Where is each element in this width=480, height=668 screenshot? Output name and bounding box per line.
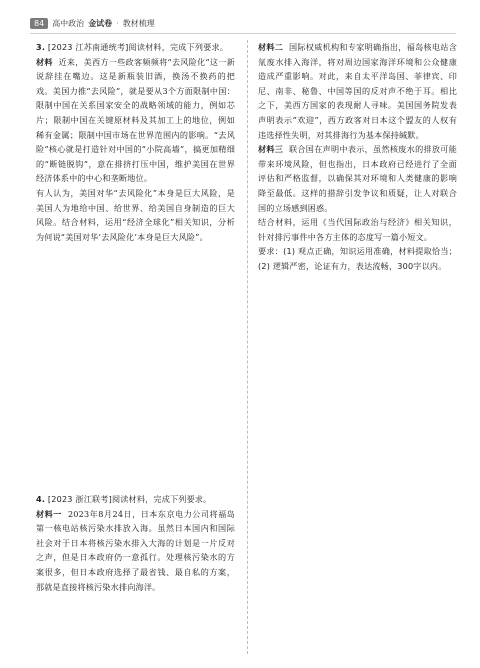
- q3-heading: [36, 40, 235, 55]
- q3-material: [36, 55, 235, 186]
- q4-m3-label: 材料三: [258, 144, 284, 155]
- q4-m2-text: 国际权威机构和专家明确指出，福岛核电站含氚废水排入海洋，将对周边国家海洋环境和公众健康造成严重影响。对此，来自太平洋岛国、菲律宾、印尼、南非、秘鲁、中国等国的反对声不绝于耳。相比之下，美西方国家的表现耐人寻味。美国国务院发表声明表示“欢迎”，西方政客对日本这个盟友的人权有违选择性失明，对其排海行为基本保持缄默。: [258, 42, 457, 140]
- q4-m1-text: 2023年8月24日，日本东京电力公司将福岛第一核电站核污染水排放入海。虽然日本国内和国际社会对于日本将核污染水排入大海的计划是一片反对之声，但是日本政府仍一意孤行。处理核污染水的方案很多，但日本政府选择了最省钱、最自私的方案，那就是直接将核污染水排向海洋。: [36, 508, 235, 592]
- q3-material-label: 材料: [36, 56, 53, 67]
- column-divider: [247, 40, 248, 654]
- q4-source: [2023 浙江联考]: [47, 494, 112, 504]
- q3-prompt: 阅读材料，完成下列要求。: [128, 42, 229, 52]
- q4-question: 结合材料，运用《当代国际政治与经济》相关知识，针对排污事件中各方主体的态度写一篇小短文。: [258, 217, 457, 242]
- q3-question: 有人认为，美国对华“去风险化”本身是巨大风险，是美国人为地给中国、给世界、给美国自身制造的巨大风险。结合材料，运用“经济全球化”相关知识，分析为何说“美国对华‘去风险化’本身是巨大风险”。: [36, 187, 235, 242]
- question-4-continued: [258, 40, 457, 274]
- header-rule: [30, 33, 456, 34]
- q3-source: [2023 江苏南通统考]: [47, 42, 129, 52]
- q4-m2-label: 材料二: [258, 42, 284, 52]
- q3-number: 3.: [36, 42, 46, 52]
- q4-material-3: [258, 142, 457, 215]
- q3-material-text: 近来，美西方一些政客频频将“去风险化”这一新说辞挂在嘴边。这是新瓶装旧酒，换汤不换药的把戏。美国力推“去风险”，就是要从3个方面限制中国：限制中国在关系国家安全的战略领域的能力，例如芯片；限制中国在关键原材料及其加工上的地位，例如稀有金属；限制中国市场在世界范围内的影响。“去风险”核心就是打造针对中国的“小院高墙”，搞更加精细的“断链脱钩”，意在排挤打压中国，维护美国在世界经济体系中的中心和垄断地位。: [36, 56, 235, 184]
- q4-material-1: [36, 507, 235, 595]
- brand-logo: 金试卷: [88, 18, 113, 28]
- separator-dot: ·: [116, 18, 119, 28]
- q4-m3-text: 联合国在声明中表示，虽然核废水的排放可能带来环境风险，但也指出，日本政府已经进行了全面评估和严格监督，以确保其对环境和人类健康的影响降至最低。这样的措辞引发争议和质疑，让人对联合国的立场感到困惑。: [258, 144, 457, 213]
- page-header: [30, 16, 456, 30]
- page-number: 84: [30, 18, 48, 29]
- q4-number: 4.: [36, 494, 46, 504]
- header-section: 教材梳理: [122, 18, 155, 28]
- question-3: [36, 40, 235, 244]
- q4-heading: [36, 492, 235, 507]
- q4-requirements: 要求：(1) 观点正确，知识运用准确，材料提取恰当；(2) 逻辑严密，论证有力，表达流畅，300字以内。: [258, 246, 457, 271]
- q4-m1-label: 材料一: [36, 508, 62, 519]
- header-subject: 高中政治: [52, 18, 85, 28]
- question-4: [36, 492, 235, 594]
- q4-prompt: 阅读材料，完成下列要求。: [111, 494, 212, 504]
- q4-material-2: [258, 40, 457, 142]
